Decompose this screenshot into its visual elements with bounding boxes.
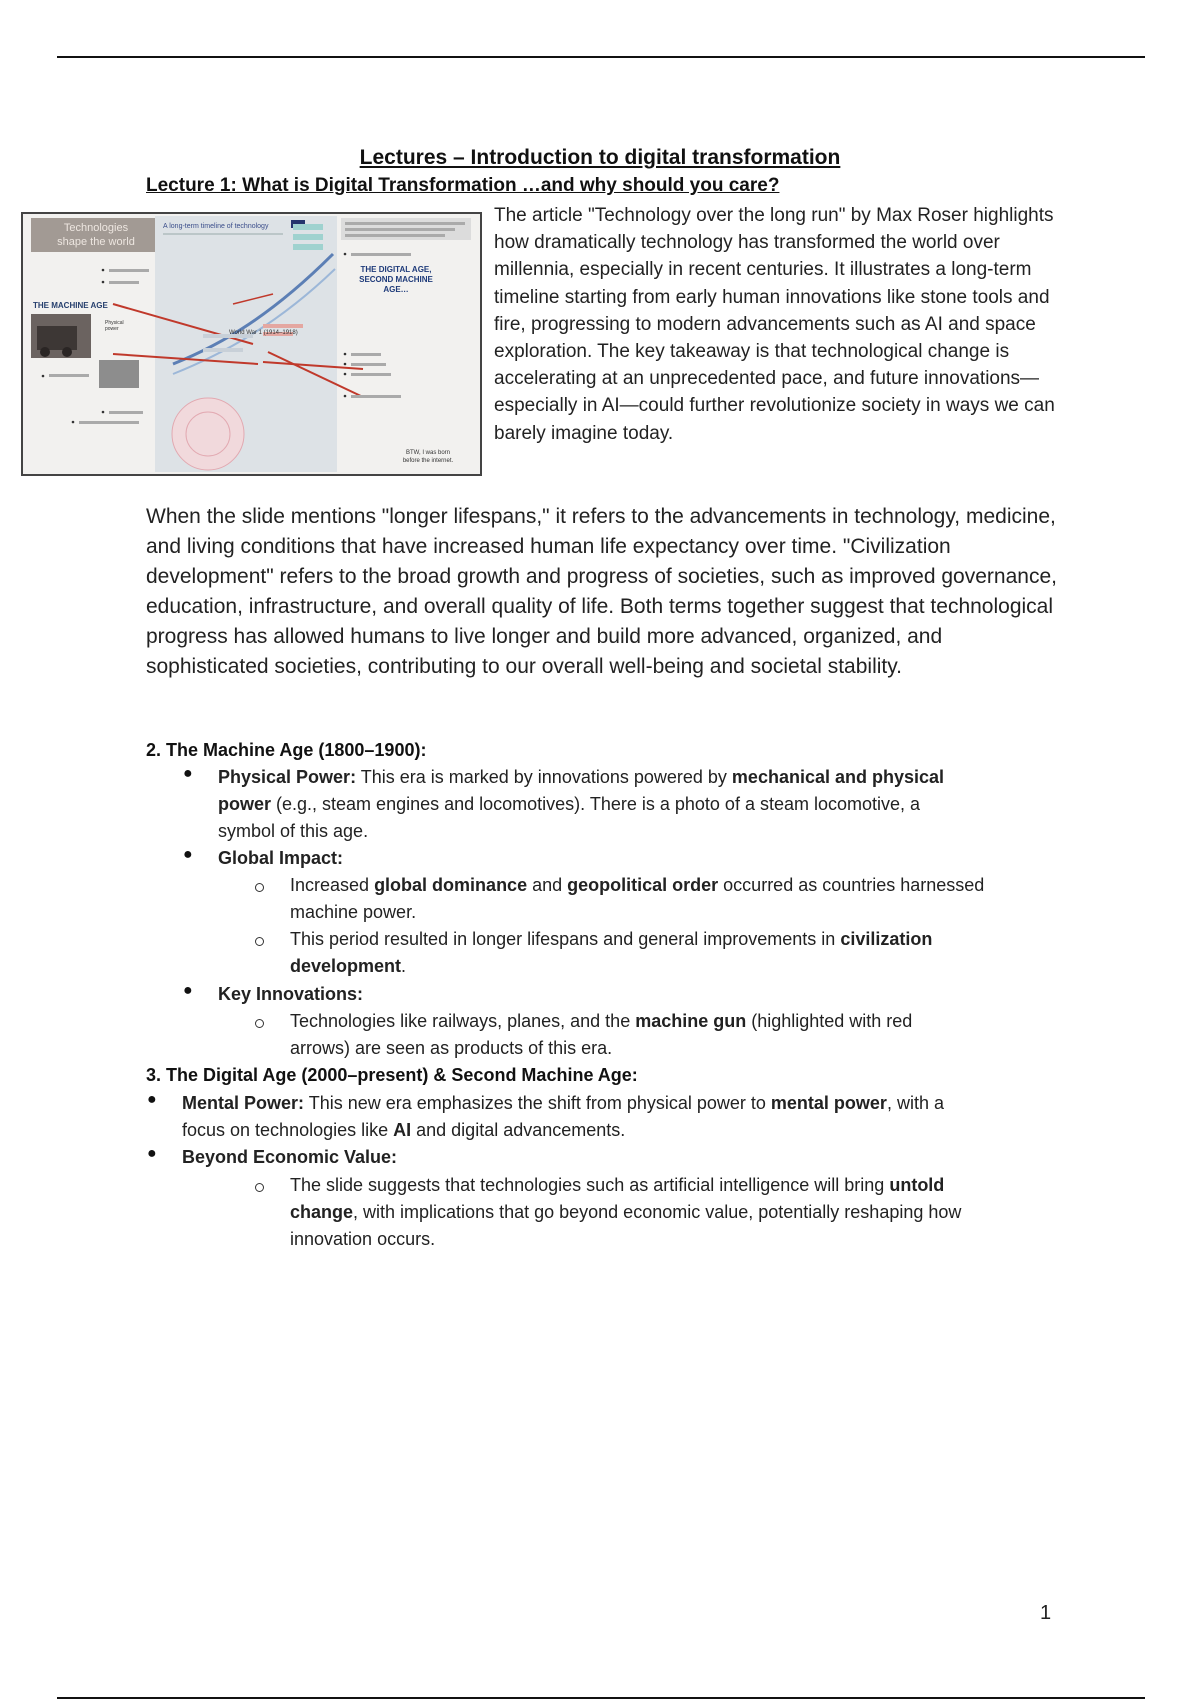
lecture-subtitle: Lecture 1: What is Digital Transformation …and why should you care? [146,175,780,196]
g1-text-2: and [527,875,568,895]
bullet-icon: ● [183,765,193,782]
mental-bold-2: AI [393,1120,412,1140]
circle-diagram [172,398,244,470]
circle-bullet-icon [255,883,264,892]
global-impact-item-1 [290,872,1080,926]
bullet-icon: ● [147,1145,157,1162]
slide-heading-line2: shape the world [57,236,135,248]
digital-age-label-1: THE DIGITAL AGE, [360,265,432,274]
digital-age-label-2: SECOND MACHINE [359,275,433,284]
key-innovations-label [218,981,363,1008]
g2-bold-1: civilization [840,929,933,949]
g2-text-2: . [401,956,407,976]
mental-text-1: This new era emphasizes the shift from physical power to [304,1093,771,1113]
physical-text-2: (e.g., steam engines and locomotives). There is a photo of a steam locomotive, a [271,794,921,814]
physical-bold-2: power [218,794,272,814]
k1-text-2: (highlighted with red [746,1011,913,1031]
circle-bullet-icon [255,937,264,946]
bullet-icon: ● [183,982,193,999]
svg-text:power: power [105,326,119,332]
top-rule [57,56,1145,58]
lifespans-paragraph: When the slide mentions "longer lifespans," it refers to the advancements in technology, medicine, and living conditions that have increased human life expectancy over time. "Civilization development" refers to the broad growth and progress of societies, such as improved governance, education, infrastructure, and overall quality of life. Both terms together suggest that technological progress has allowed humans to live longer and build more advanced, organized, and sophisticated societies, contributing to our overall well-being and societal stability. [146,505,1057,678]
beyond-economic-text: Beyond Economic Value: [182,1147,398,1167]
global-impact-text: Global Impact: [218,848,344,868]
mental-power-item [182,1090,1062,1144]
b1-text-2: , with implications that go beyond economic value, potentially reshaping how [353,1202,962,1222]
g1-text-1: Increased [290,875,375,895]
g1-text-4: machine power. [290,902,417,922]
circle-bullet-icon [255,1019,264,1028]
bottom-rule [57,1697,1145,1699]
beyond-economic-label [182,1144,397,1171]
global-impact-label [218,845,343,872]
section3-heading: 3. The Digital Age (2000–present) & Second Machine Age: [146,1065,638,1085]
btw-note-1: BTW, I was born [405,450,451,456]
page-number: 1 [1040,1602,1052,1624]
mental-text-2: , with a [886,1093,944,1113]
k1-bold-1: machine gun [635,1011,747,1031]
beyond-economic-item [290,1172,1080,1253]
slide-image [23,214,480,474]
small-photo [99,360,139,388]
machine-age-label: THE MACHINE AGE [33,301,108,310]
btw-note-2: before the internet. [402,458,454,464]
k1-text-3: arrows) are seen as products of this era. [290,1038,613,1058]
slide-thumbnail [21,212,482,476]
g1-bold-2: geopolitical order [567,875,719,895]
key-innovations-item [290,1008,1080,1062]
physical-text-1: This era is marked by innovations powered by [356,767,732,787]
global-impact-item-2 [290,926,1080,980]
page-title: Lectures – Introduction to digital transformation [359,146,841,169]
g2-bold-2: development [290,956,402,976]
g1-bold-1: global dominance [374,875,528,895]
slide-heading-line1: Technologies [63,222,129,234]
key-innovations-text: Key Innovations: [218,984,364,1004]
svg-text:Physical: Physical [105,320,124,326]
mental-bold-1: mental power [770,1093,887,1113]
bullet-icon: ● [147,1091,157,1108]
bullet-icon: ● [183,846,193,863]
k1-text-1: Technologies like railways, planes, and the [290,1011,636,1031]
physical-bold-1: mechanical and physical [731,767,945,787]
mental-text-3: focus on technologies like [182,1120,394,1140]
mental-text-4: and digital advancements. [411,1120,626,1140]
intro-text: The article "Technology over the long run" by Max Roser highlights how dramatically technology has transformed the world over millennia, especially in recent centuries. It illustrates a long-term timeline starting from early human innovations like stone tools and fire, progressing to modern advancements such as AI and space exploration. The key takeaway is that technological change is accelerating at an unprecedented pace, and future innovations—especially in AI—could further revolutionize society in ways we can barely imagine today. [494,205,1055,444]
world-war-label: World War 1 (1914–1918) [229,330,298,336]
b1-text-1: The slide suggests that technologies such as artificial intelligence will bring [290,1175,890,1195]
physical-power-item [218,764,1078,845]
b1-bold-1: untold [889,1175,945,1195]
b1-text-3: innovation occurs. [290,1229,436,1249]
digital-age-label-3: AGE… [383,285,409,294]
mental-power-label: Mental Power: [182,1093,305,1113]
section2-heading: 2. The Machine Age (1800–1900): [146,740,427,760]
g2-text-1: This period resulted in longer lifespans and general improvements in [290,929,841,949]
g1-text-3: occurred as countries harnessed [718,875,985,895]
physical-power-label: Physical Power: [218,767,357,787]
b1-bold-2: change [290,1202,354,1222]
circle-bullet-icon [255,1183,264,1192]
chart-title: A long-term timeline of technology [163,223,269,230]
physical-text-3: symbol of this age. [218,821,369,841]
